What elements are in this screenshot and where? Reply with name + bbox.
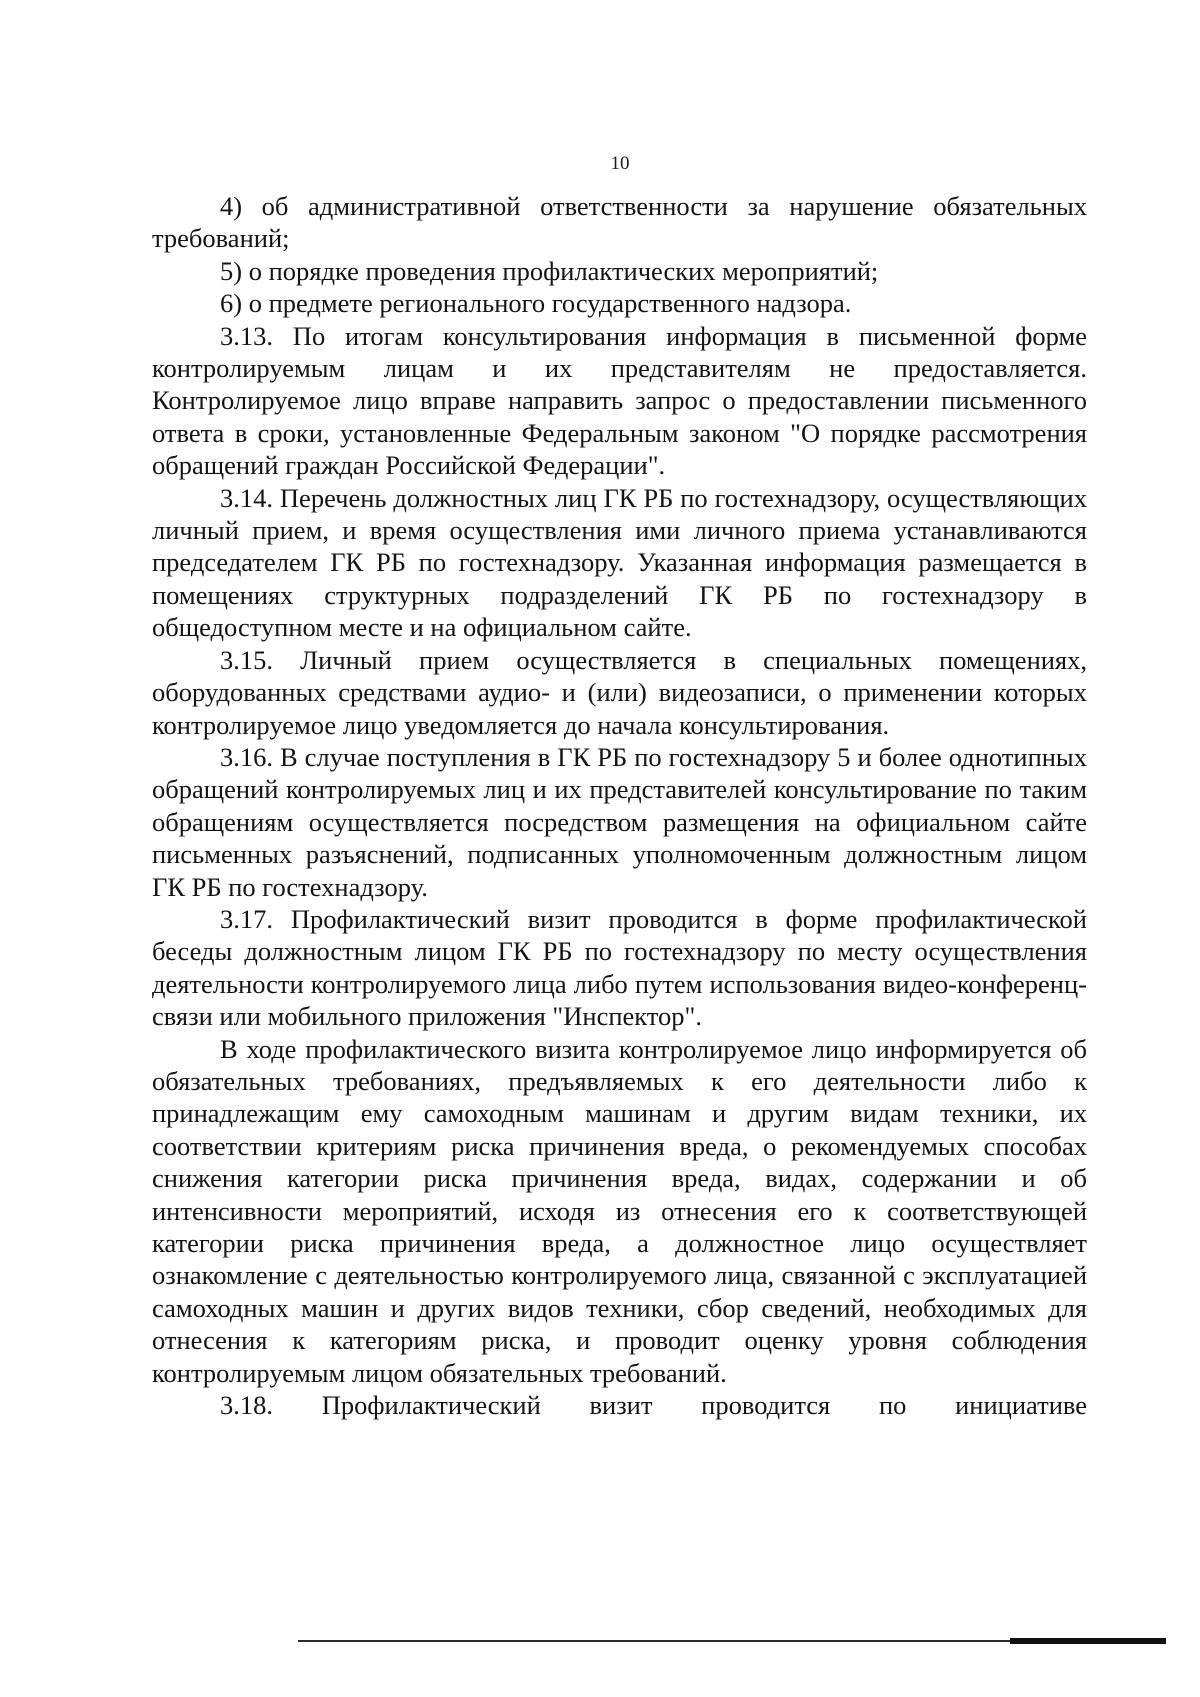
paragraph-3-17-visit-details: В ходе профилактического визита контролируемое лицо информируется об обязательных требованиях, предъявляемых к его деятельности либо к принадлежащим ему самоходным машинам и другим видам техники, их соответствии критериям риска причинения вреда, о рекомендуемых способах снижения категории риска причинения вреда, видах, содержании и об интенсивности мероприятий, исходя из отнесения его к соответствующей категории риска причинения вреда, а должностное лицо осуществляет ознакомление с деятельностью контролируемого лица, связанной с эксплуатацией самоходных машин и других видов техники, сбор сведений, необходимых для отнесения к категориям риска, и проводит оценку уровня соблюдения контролируемым лицом обязательных требований. [152,1033,1087,1388]
document-body [152,190,1087,1421]
paragraph-3-13: 3.13. По итогам консультирования информация в письменной форме контролируемым лицам и их представителям не предоставляется. Контролируемое лицо вправе направить запрос о предоставлении письменного ответа в сроки, установленные Федеральным законом "О порядке рассмотрения обращений граждан Российской Федерации". [152,320,1087,481]
paragraph-3-15: 3.15. Личный прием осуществляется в специальных помещениях, оборудованных средствами аудио- и (или) видеозаписи, о применении которых контролируемое лицо уведомляется до начала консультирования. [152,644,1087,740]
paragraph-item-4: 4) об административной ответственности за нарушение обязательных требований; [152,191,1087,254]
paragraph-3-18: 3.18. Профилактический визит проводится по инициативе [220,1390,1087,1421]
page-number: 10 [610,153,630,174]
paragraph-3-17: 3.17. Профилактический визит проводится в форме профилактической беседы должностным лицом ГК РБ по гостехнадзору по месту осуществления деятельности контролируемого лица либо путем использования видео-конференц-связи или мобильного приложения "Инспектор". [152,903,1087,1032]
paragraph-item-6: 6) о предмете регионального государственного надзора. [220,288,852,319]
footer-rule-accent [1010,1638,1166,1644]
paragraph-item-5: 5) о порядке проведения профилактических мероприятий; [220,255,879,286]
paragraph-3-16: 3.16. В случае поступления в ГК РБ по гостехнадзору 5 и более однотипных обращений контролируемых лиц и их представителей консультирование по таким обращениям осуществляется посредством размещения на официальном сайте письменных разъяснений, подписанных уполномоченным должностным лицом ГК РБ по гостехнадзору. [152,741,1087,902]
paragraph-3-14: 3.14. Перечень должностных лиц ГК РБ по гостехнадзору, осуществляющих личный прием, и время осуществления ими личного приема устанавливаются председателем ГК РБ по гостехнадзору. Указанная информация размещается в помещениях структурных подразделений ГК РБ по гостехнадзору в общедоступном месте и на официальном сайте. [152,482,1087,643]
